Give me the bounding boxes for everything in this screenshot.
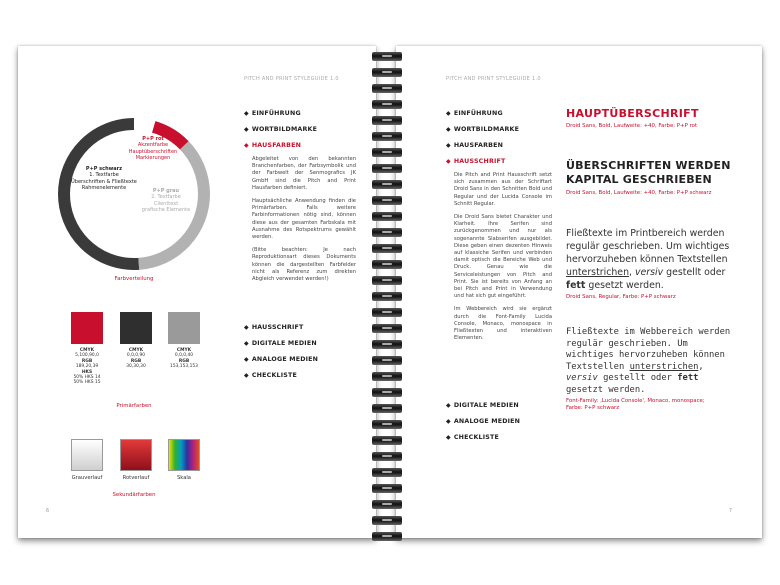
swatch-red-gradient-label: Rotverlauf <box>122 475 150 481</box>
spiral-ring <box>372 500 402 509</box>
swatch-black <box>120 312 152 344</box>
spiral-ring <box>372 292 402 301</box>
swatch-red-gradient <box>120 439 152 471</box>
right-page <box>396 46 762 538</box>
headline-note: Droid Sans, Bold, Laufweite: +40, Farbe: P+P rot <box>566 123 698 129</box>
nav-einfuehrung[interactable]: ◆ EINFÜHRUNG <box>244 110 301 117</box>
left-page <box>18 46 376 538</box>
spiral-ring <box>372 276 402 285</box>
nav-hausfarben[interactable]: ◆ HAUSFARBEN <box>244 142 302 149</box>
nav-hausschrift[interactable]: ◆ HAUSSCHRIFT <box>244 324 304 331</box>
swatch-red <box>71 312 103 344</box>
headline-sample: HAUPTÜBERSCHRIFT <box>566 107 699 120</box>
spiral-binding <box>366 46 408 546</box>
swatch-grey-values: CMYK 0,0,0,40 RGB 153,153,153 <box>170 348 198 370</box>
donut-label-grey: P+P grau 2. Textfarbe Clienttext grafische Elemente <box>141 188 191 213</box>
spiral-ring <box>372 148 402 157</box>
print-text-sample: Fließtexte im Printbereich werden regulär geschrieben. Um wichtiges hervorzuheben können Textstellen unterstrichen, versiv gestellt oder fett gesetzt werden. <box>566 228 730 291</box>
nav-hausschrift[interactable]: ◆ HAUSSCHRIFT <box>446 158 506 165</box>
swatch-grey-gradient-label: Grauverlauf <box>71 475 103 481</box>
hausfarben-body-text: Abgeleitet von den bekannten Branchenfarben, der Farbsymbolik und der Farbwelt der Senmografics JK GmbH sind die Pitch and Print Hausfarben definiert. Hauptsächliche Anwendung finden die Primärfarben. Falls weitere Farbinformationen nötig sind, können diese aus der gesamten Farbskala mit Ausnahme des Rotspektrums gewählt werden. (Bitte beachten: Je nach Reproduktionsart dieses Dokuments können die dargestellten Farbfelder nicht als Referenz zum direkten Abgleich verwendet werden!) <box>252 156 356 283</box>
subheadline-note: Droid Sans, Bold, Laufweite: +40, Farbe: P+P schwarz <box>566 190 712 196</box>
primary-colors-caption: Primärfarben <box>116 403 152 409</box>
spiral-ring <box>372 100 402 109</box>
spiral-ring <box>372 532 402 541</box>
spiral-ring <box>372 132 402 141</box>
spiral-ring <box>372 516 402 525</box>
swatch-black-values: CMYK 0,0,0,90 RGB 30,30,30 <box>126 348 146 370</box>
spiral-ring <box>372 340 402 349</box>
spiral-ring <box>372 244 402 253</box>
spiral-ring <box>372 468 402 477</box>
nav-analoge-medien[interactable]: ◆ ANALOGE MEDIEN <box>446 418 521 425</box>
donut-label-black: P+P schwarz 1. Textfarbe Überschriften & Fließtexte Rahmenelemente <box>71 166 137 191</box>
spiral-ring <box>372 452 402 461</box>
print-text-note: Droid Sans, Regular, Farbe: P+P schwarz <box>566 294 676 300</box>
web-text-sample: Fließtexte im Webbereich werden regulär geschrieben. Um wichtiges hervorzuheben können Textstellen unterstrichen, versiv gestellt oder fett gesetzt werden. <box>566 327 731 395</box>
spiral-ring <box>372 260 402 269</box>
spiral-ring <box>372 52 402 61</box>
page-number: 7 <box>728 508 732 514</box>
nav-wortbildmarke[interactable]: ◆ WORTBILDMARKE <box>244 126 318 133</box>
secondary-colors-caption: Sekundärfarben <box>112 492 156 498</box>
swatch-color-scale <box>168 439 200 471</box>
nav-wortbildmarke[interactable]: ◆ WORTBILDMARKE <box>446 126 520 133</box>
spiral-ring <box>372 324 402 333</box>
donut-label-red: P+P rot Akzentfarbe Hauptüberschriften Markierungen <box>128 136 178 161</box>
spiral-ring <box>372 164 402 173</box>
spiral-ring <box>372 68 402 77</box>
spiral-ring <box>372 84 402 93</box>
spiral-ring <box>372 116 402 125</box>
swatch-grey-gradient <box>71 439 103 471</box>
spiral-ring <box>372 420 402 429</box>
nav-einfuehrung[interactable]: ◆ EINFÜHRUNG <box>446 110 503 117</box>
nav-checkliste[interactable]: ◆ CHECKLISTE <box>446 434 500 441</box>
spiral-ring <box>372 356 402 365</box>
spiral-ring <box>372 180 402 189</box>
spiral-ring <box>372 308 402 317</box>
web-text-note: Font-Family: ‚Lucida Console', Monaco, monospace; Farbe: P+P schwarz <box>566 398 705 411</box>
swatch-color-scale-label: Skala <box>176 475 191 481</box>
nav-hausfarben[interactable]: ◆ HAUSFARBEN <box>446 142 504 149</box>
spiral-ring <box>372 436 402 445</box>
spiral-ring <box>372 484 402 493</box>
nav-checkliste[interactable]: ◆ CHECKLISTE <box>244 372 298 379</box>
nav-digitale-medien[interactable]: ◆ DIGITALE MEDIEN <box>244 340 317 347</box>
spiral-ring <box>372 388 402 397</box>
spiral-ring <box>372 404 402 413</box>
swatch-grey <box>168 312 200 344</box>
nav-analoge-medien[interactable]: ◆ ANALOGE MEDIEN <box>244 356 319 363</box>
spiral-ring <box>372 196 402 205</box>
nav-digitale-medien[interactable]: ◆ DIGITALE MEDIEN <box>446 402 519 409</box>
spiral-ring <box>372 212 402 221</box>
hausschrift-body-text: Die Pitch and Print Hausschrift setzt sich zusammen aus der Schriftart Droid Sans in den Schnitten Bold und Regular und der Lucida Console im Schnitt Regular. Die Droid Sans bietet Charakter und Klarheit. Ihre Serifen sind zurückgenommen und nur als sogenannte Slabserifen ausgebildet. Diese geben einen dezenten Hinweis auf klassiche Serifen und verbinden damit optisch die Bereiche Web und Druck. Genau wie die Serviceleistungen von Pitch and Print. Sie ist bereits von Anfang an bei Pitch and Print in Verwendung und hat sich gut eingeführt. Im Webbereich wird sie ergänzt durch die Font-Family Lucida Console, Monaco, monospace in Fließtexten und interaktiven Elementen. <box>454 172 552 342</box>
spiral-ring <box>372 228 402 237</box>
page-header: PITCH AND PRINT STYLEGUIDE 1.0 <box>446 76 541 82</box>
subheadline-sample: ÜBERSCHRIFTEN WERDEN KAPITAL GESCHRIEBEN <box>566 159 731 186</box>
spiral-ring <box>372 372 402 381</box>
swatch-red-values: CMYK 5,100,90,0 RGB 189,20,39 HKS 50% HKS 14 50% HKS 15 <box>73 348 101 386</box>
page-number: 6 <box>46 508 50 514</box>
donut-caption: Farbverteilung <box>114 276 154 282</box>
page-header: PITCH AND PRINT STYLEGUIDE 1.0 <box>244 76 339 82</box>
